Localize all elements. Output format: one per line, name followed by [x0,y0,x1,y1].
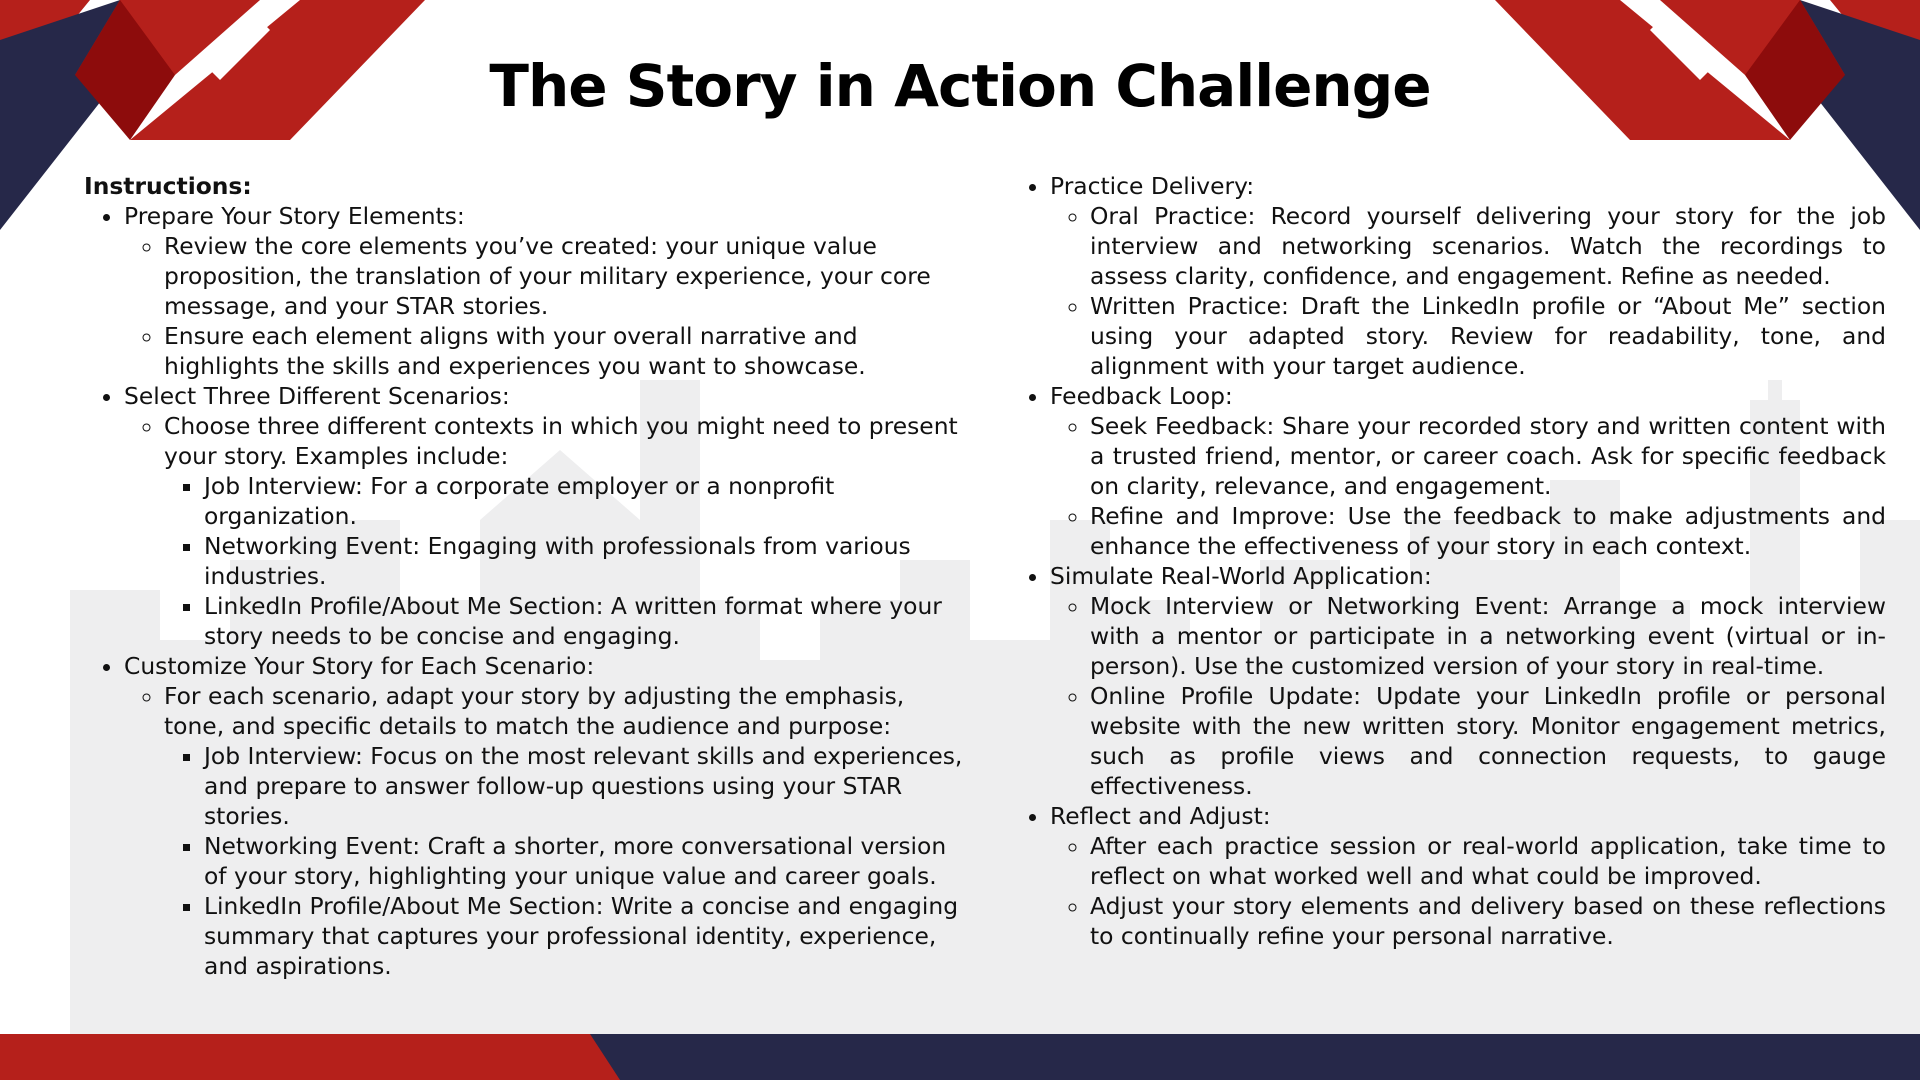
section-label: Reflect and Adjust: [1050,802,1271,830]
left-section-list [84,201,964,981]
sub-list [1050,201,1886,381]
section-label: Customize Your Story for Each Scenario: [124,652,595,680]
item-text: Choose three different contexts in which you might need to present your story. Examples include: [164,412,958,470]
list-item: ◦ Written Practice: Draft the LinkedIn profile or “About Me” section using your adapted story. Review for readability, tone, and alignment with your target audience. [1090,291,1886,381]
list-item: ▪ Job Interview: For a corporate employer or a nonprofit organization. [204,471,964,531]
list-item [164,681,964,981]
list-item [1050,171,1886,381]
instructions-heading: Instructions: [84,172,252,200]
sub-sub-list [164,471,964,651]
section-label: Prepare Your Story Elements: [124,202,465,230]
list-item [124,201,964,381]
list-item: ◦ Ensure each element aligns with your overall narrative and highlights the skills and experiences you want to showcase. [164,321,964,381]
section-label: Simulate Real-World Application: [1050,562,1432,590]
list-item: ◦ Refine and Improve: Use the feedback to make adjustments and enhance the effectiveness of your story in each context. [1090,501,1886,561]
list-item: ▪ LinkedIn Profile/About Me Section: Write a concise and engaging summary that captures your professional identity, experience, and aspirations. [204,891,964,981]
list-item: ◦ Seek Feedback: Share your recorded story and written content with a trusted friend, mentor, or career coach. Ask for specific feedback on clarity, relevance, and engagement. [1090,411,1886,501]
list-item [124,651,964,981]
right-section-list [1026,171,1886,951]
left-column [84,171,964,981]
section-label: Select Three Different Scenarios: [124,382,510,410]
list-item [124,381,964,651]
list-item: ▪ LinkedIn Profile/About Me Section: A written format where your story needs to be concise and engaging. [204,591,964,651]
sub-list [124,231,964,381]
list-item: ▪ Networking Event: Engaging with professionals from various industries. [204,531,964,591]
list-item [1050,561,1886,801]
sub-list [124,681,964,981]
list-item: ▪ Networking Event: Craft a shorter, more conversational version of your story, highlighting your unique value and career goals. [204,831,964,891]
right-column [1026,171,1886,951]
sub-list [1050,411,1886,561]
sub-list [1050,591,1886,801]
section-label: Feedback Loop: [1050,382,1233,410]
section-label: Practice Delivery: [1050,172,1255,200]
list-item [1050,381,1886,561]
list-item: ◦ Adjust your story elements and delivery based on these reflections to continually refine your personal narrative. [1090,891,1886,951]
list-item: ◦ Oral Practice: Record yourself delivering your story for the job interview and networking scenarios. Watch the recordings to assess clarity, confidence, and engagement. Refine as needed. [1090,201,1886,291]
list-item: ◦ Review the core elements you’ve created: your unique value proposition, the translation of your military experience, your core message, and your STAR stories. [164,231,964,321]
page-title: The Story in Action Challenge [489,52,1431,120]
list-item [1050,801,1886,951]
list-item [164,411,964,651]
list-item: ◦ Online Profile Update: Update your LinkedIn profile or personal website with the new written story. Monitor engagement metrics, such as profile views and connection requests, to gauge effectiveness. [1090,681,1886,801]
list-item: ▪ Job Interview: Focus on the most relevant skills and experiences, and prepare to answer follow-up questions using your STAR stories. [204,741,964,831]
bottom-band [0,1034,1920,1080]
list-item: ◦ Mock Interview or Networking Event: Arrange a mock interview with a mentor or participate in a networking event (virtual or in-person). Use the customized version of your story in real-time. [1090,591,1886,681]
sub-list [124,411,964,651]
list-item: ◦ After each practice session or real-world application, take time to reflect on what worked well and what could be improved. [1090,831,1886,891]
sub-sub-list [164,741,964,981]
sub-list [1050,831,1886,951]
item-text: For each scenario, adapt your story by adjusting the emphasis, tone, and specific details to match the audience and purpose: [164,682,905,740]
